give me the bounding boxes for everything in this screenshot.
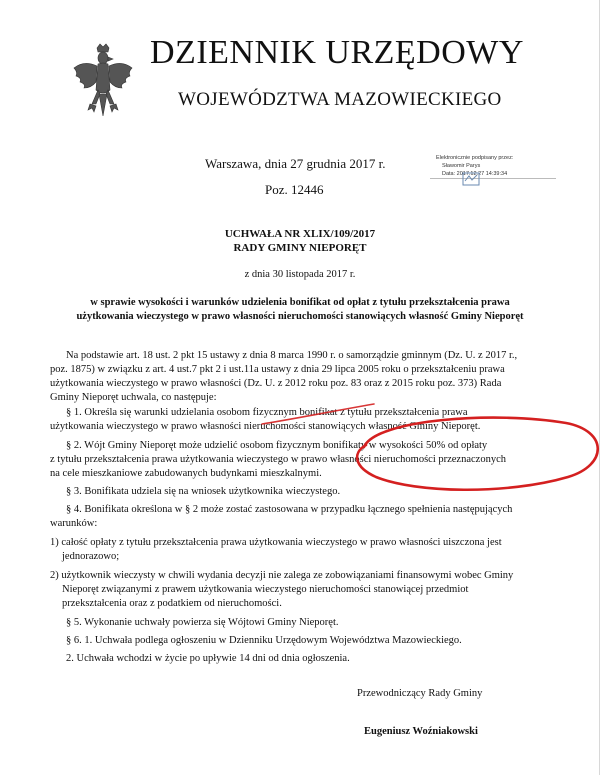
- journal-title: DZIENNIK URZĘDOWY: [150, 34, 524, 71]
- preamble-line: Na podstawie art. 18 ust. 2 pkt 15 ustawy z dnia 8 marca 1990 r. o samorządzie gminnym (Dz. U. z 2017 r.,: [66, 350, 518, 361]
- resolution-subject: [60, 296, 540, 324]
- subject-line: użytkowania wieczystego w prawo własności nieruchomości stanowiących własność Gminy Nieporęt: [76, 311, 524, 322]
- paragraph-2-line: § 2. Wójt Gminy Nieporęt może udzielić osobom fizycznym bonifikaty w wysokości 50% od opłaty: [66, 440, 488, 451]
- polish-eagle-icon: [72, 42, 134, 124]
- signature-label: Elektronicznie podpisany przez:: [436, 155, 514, 161]
- subject-line: w sprawie wysokości i warunków udzielenia bonifikat od opłat z tytułu przekształcenia prawa: [90, 297, 510, 308]
- signature-date: Data: 2017.12.27 14:39:34: [442, 171, 508, 177]
- paragraph-6-2: 2. Uchwała wchodzi w życie po upływie 14 dni od dnia ogłoszenia.: [66, 653, 350, 664]
- paragraph-4-line: warunków:: [50, 518, 98, 529]
- paragraph-3: § 3. Bonifikata udziela się na wniosek użytkownika wieczystego.: [66, 486, 341, 497]
- preamble-line: poz. 1875) w związku z art. 4 ust.7 pkt 2 i ust.11a ustawy z dnia 29 lipca 2005 roku o przekształceniu prawa: [50, 364, 505, 375]
- resolution-date: z dnia 30 listopada 2017 r.: [244, 269, 356, 280]
- paragraph-2-line: na cele mieszkaniowe zabudowanych budynkami mieszkalnymi.: [50, 468, 322, 479]
- signature-signer: Sławomir Parys: [442, 163, 481, 169]
- journal-subtitle: WOJEWÓDZTWA MAZOWIECKIEGO: [178, 89, 502, 110]
- paragraph-1-line: użytkowania wieczystego w prawo własności nieruchomości stanowiących własność Gminy Nieporęt.: [50, 421, 481, 432]
- electronic-signature-box: [430, 154, 560, 198]
- condition-1-line: 1) całość opłaty z tytułu przekształcenia prawa użytkowania wieczystego w prawo własności uiszczona jest: [50, 537, 502, 548]
- position-number: Poz. 12446: [265, 182, 324, 197]
- condition-2-line: 2) użytkownik wieczysty w chwili wydania decyzji nie zalega ze zobowiązaniami finansowymi wobec Gminy: [50, 570, 514, 581]
- digital-signature-icon: [462, 172, 480, 186]
- paragraph-5: § 5. Wykonanie uchwały powierza się Wójtowi Gminy Nieporęt.: [66, 617, 339, 628]
- paragraph-1-line: § 1. Określa się warunki udzielania osobom fizycznym bonifikat z tytułu przekształcenia prawa: [66, 407, 468, 418]
- signature-divider: [430, 178, 556, 179]
- paragraph-6-1: § 6. 1. Uchwała podlega ogłoszeniu w Dzienniku Urzędowym Województwa Mazowieckiego.: [66, 635, 462, 646]
- condition-2-line: Nieporęt związanymi z prawem użytkowania wieczystego nieruchomości stanowiącej przedmiot: [62, 584, 469, 595]
- condition-1-line: jednorazowo;: [62, 551, 120, 562]
- paragraph-2-line: z tytułu przekształcenia prawa użytkowania wieczystego w prawo własności nieruchomości przeznaczonych: [50, 454, 506, 465]
- preamble-line: użytkowania wieczystego w prawo własności (Dz. U. z 2012 roku poz. 83 oraz z 2015 roku poz. 373) Rada: [50, 378, 502, 389]
- publication-date: Warszawa, dnia 27 grudnia 2017 r.: [205, 156, 386, 171]
- signer-name: Eugeniusz Woźniakowski: [364, 726, 478, 737]
- signer-role: Przewodniczący Rady Gminy: [357, 688, 483, 699]
- condition-2-line: przekształcenia oraz z podatkiem od nieruchomości.: [62, 598, 282, 609]
- preamble-line: Gminy Nieporęt uchwala, co następuje:: [50, 392, 217, 403]
- paragraph-4-line: § 4. Bonifikata określona w § 2 może zostać zastosowana w przypadku łącznego spełnienia następujących: [66, 504, 513, 515]
- resolution-number: UCHWAŁA NR XLIX/109/2017: [224, 228, 376, 240]
- resolution-body: RADY GMINY NIEPORĘT: [233, 242, 367, 254]
